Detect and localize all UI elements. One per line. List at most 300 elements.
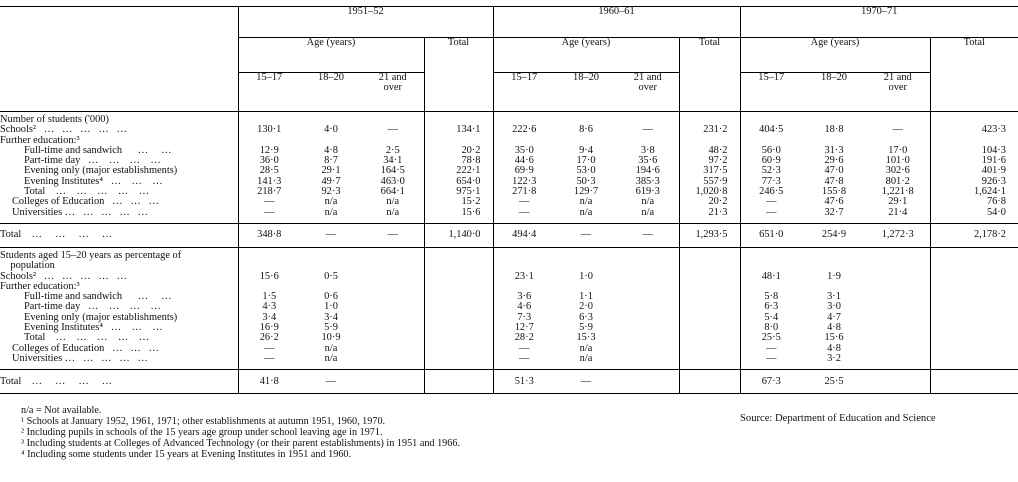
value-cell: —	[617, 223, 679, 247]
value-cell: 15·3	[576, 332, 596, 344]
value-cell: n/a	[324, 352, 338, 364]
age-header: Age (years)	[238, 38, 424, 73]
total-cell	[679, 323, 740, 333]
table-row	[0, 177, 1018, 187]
total-header: Total	[424, 38, 493, 112]
value-cell: 26·2	[238, 333, 300, 343]
total-cell	[679, 313, 740, 323]
value-cell	[866, 292, 930, 302]
total-cell	[424, 112, 493, 126]
value-cell	[740, 247, 802, 271]
value-cell: 29·1	[321, 165, 341, 177]
row-label: Further education:³	[0, 134, 80, 146]
total-cell: 21·3	[679, 208, 740, 218]
value-cell: 2·5	[385, 144, 400, 156]
value-cell	[617, 354, 679, 364]
value-cell	[802, 247, 866, 271]
total-cell	[930, 323, 1018, 333]
row-label: Schools² … … … … …	[0, 270, 127, 282]
value-cell: 5·4	[740, 313, 802, 323]
footnote: ² Including pupils in schools of the 15 years age group under school leaving age in 1971.	[21, 426, 383, 438]
total-cell: 926·3	[930, 177, 1018, 187]
total-cell: 401·9	[930, 166, 1018, 176]
value-cell: 385·3	[635, 175, 660, 187]
value-cell: 29·1	[888, 196, 908, 208]
value-cell	[555, 112, 617, 126]
value-cell: 10·9	[321, 332, 341, 344]
value-cell	[238, 112, 300, 126]
value-cell: 463·0	[380, 175, 405, 187]
value-cell	[362, 323, 424, 333]
value-cell: n/a	[386, 206, 400, 218]
total-cell	[930, 247, 1018, 271]
value-cell: 41·8	[238, 370, 300, 394]
value-cell	[866, 247, 930, 271]
value-cell	[362, 313, 424, 323]
row-label: Number of students ('000)	[0, 114, 109, 125]
value-cell	[617, 333, 679, 343]
period-header: 1951–52	[238, 7, 493, 38]
value-cell: 92·3	[321, 186, 341, 198]
value-cell: 52·3	[740, 166, 802, 176]
value-cell: 3·4	[238, 313, 300, 323]
total-cell: 654·0	[424, 177, 493, 187]
value-cell: 101·0	[885, 155, 910, 167]
value-cell: 17·0	[888, 144, 908, 156]
row-label: Schools² … … … … …	[0, 124, 127, 136]
value-cell	[866, 333, 930, 343]
total-cell	[424, 354, 493, 364]
value-cell: 4·7	[827, 311, 841, 323]
value-cell: 56·0	[740, 146, 802, 156]
value-cell	[493, 247, 555, 271]
row-label: Evening Institutes⁴ … … …	[24, 175, 163, 187]
value-cell: 5·9	[579, 322, 593, 334]
row-label: Evening Institutes⁴ … … …	[24, 322, 163, 334]
source-note: Source: Department of Education and Science	[740, 413, 936, 424]
total-cell	[930, 333, 1018, 343]
value-cell: —	[387, 124, 398, 136]
total-header: Total	[930, 38, 1018, 112]
value-cell	[362, 354, 424, 364]
total-cell	[679, 370, 740, 394]
value-cell: —	[493, 344, 555, 354]
value-cell: 51·3	[493, 370, 555, 394]
value-cell	[617, 302, 679, 312]
age-group-header: 21 and over	[617, 73, 679, 112]
age-group-header: 18–20	[802, 73, 866, 112]
table-row	[0, 125, 1018, 135]
table-row	[0, 323, 1018, 333]
value-cell	[617, 344, 679, 354]
value-cell: 5·9	[324, 322, 338, 334]
value-cell: —	[642, 124, 653, 136]
value-cell: —	[555, 370, 617, 394]
value-cell: 4·8	[827, 342, 841, 354]
row-label: Further education:³	[0, 280, 80, 292]
value-cell: —	[493, 197, 555, 207]
row-label: Total … … … …	[0, 223, 238, 247]
age-group-header: 21 and over	[866, 73, 930, 112]
value-cell: 34·1	[383, 155, 403, 167]
value-cell: 4·0	[324, 124, 338, 136]
total-cell: 423·3	[930, 125, 1018, 135]
value-cell: 1·9	[827, 270, 841, 282]
value-cell	[555, 247, 617, 271]
value-cell: 4·8	[827, 322, 841, 334]
value-cell	[617, 313, 679, 323]
table-header	[0, 7, 1018, 112]
total-cell	[424, 313, 493, 323]
value-cell	[740, 112, 802, 126]
section-title-row	[0, 112, 1018, 126]
total-cell	[679, 333, 740, 343]
age-group-header: 15–17	[740, 73, 802, 112]
value-cell	[866, 323, 930, 333]
value-cell: 1·5	[238, 292, 300, 302]
total-cell: 54·0	[930, 208, 1018, 218]
total-cell: 231·2	[679, 125, 740, 135]
value-cell	[866, 313, 930, 323]
total-cell	[930, 112, 1018, 126]
value-cell	[362, 282, 424, 292]
value-cell: —	[740, 208, 802, 218]
value-cell: —	[238, 208, 300, 218]
value-cell: 1,272·3	[866, 223, 930, 247]
value-cell: 60·9	[740, 156, 802, 166]
total-cell: 20·2	[679, 197, 740, 207]
value-cell: 1·0	[579, 270, 593, 282]
value-cell	[866, 302, 930, 312]
total-header: Total	[679, 38, 740, 112]
row-label: Evening only (major establishments)	[24, 311, 178, 323]
total-cell	[424, 247, 493, 271]
value-cell	[866, 112, 930, 126]
value-cell: 8·0	[740, 323, 802, 333]
footnote: ³ Including students at Colleges of Advanced Technology (or their parent establishments) in 1951 and 1966.	[21, 437, 460, 449]
statistics-table	[0, 6, 1018, 394]
value-cell: —	[300, 223, 362, 247]
total-cell	[424, 282, 493, 292]
value-cell: 7·3	[493, 313, 555, 323]
value-cell: 129·7	[573, 186, 599, 198]
value-cell	[617, 323, 679, 333]
value-cell: 141·3	[238, 177, 300, 187]
row-label: Total … … … … …	[24, 332, 150, 344]
value-cell: n/a	[386, 196, 400, 208]
total-cell: 2,178·2	[930, 223, 1018, 247]
value-cell: 23·1	[493, 272, 555, 282]
value-cell: 1,221·8	[881, 186, 914, 198]
value-cell: 18·8	[824, 124, 844, 136]
value-cell: —	[555, 223, 617, 247]
value-cell: 0·6	[324, 291, 338, 303]
value-cell	[238, 247, 300, 271]
value-cell: —	[362, 223, 424, 247]
value-cell: 35·0	[493, 146, 555, 156]
value-cell: 4·8	[324, 144, 338, 156]
value-cell: 254·9	[802, 223, 866, 247]
total-cell	[424, 344, 493, 354]
value-cell: 31·3	[824, 144, 844, 156]
value-cell: 47·8	[824, 175, 844, 187]
value-cell	[362, 272, 424, 282]
value-cell: 222·6	[493, 125, 555, 135]
row-label: Universities … … … … …	[12, 206, 148, 218]
total-row	[0, 223, 1018, 247]
value-cell: n/a	[579, 352, 593, 364]
value-cell	[617, 292, 679, 302]
total-cell	[679, 247, 740, 271]
value-cell: 36·0	[238, 156, 300, 166]
value-cell	[300, 112, 362, 126]
value-cell: —	[740, 197, 802, 207]
value-cell: n/a	[324, 342, 338, 354]
value-cell: n/a	[579, 342, 593, 354]
table-row	[0, 197, 1018, 207]
table-row	[0, 344, 1018, 354]
total-cell	[424, 370, 493, 394]
value-cell: 44·6	[493, 156, 555, 166]
value-cell: 35·6	[638, 155, 658, 167]
value-cell	[617, 272, 679, 282]
total-cell	[424, 292, 493, 302]
row-label: Full-time and sandwich … …	[24, 144, 172, 156]
value-cell: 2·0	[579, 301, 593, 313]
value-cell	[493, 112, 555, 126]
value-cell: 77·3	[740, 177, 802, 187]
value-cell	[362, 344, 424, 354]
total-cell	[930, 354, 1018, 364]
total-cell: 48·2	[679, 146, 740, 156]
value-cell: 49·7	[321, 175, 341, 187]
value-cell: —	[300, 370, 362, 394]
value-cell: 3·8	[640, 144, 655, 156]
age-group-header: 15–17	[238, 73, 300, 112]
value-cell: —	[892, 124, 903, 136]
value-cell	[617, 247, 679, 271]
value-cell: 8·7	[324, 155, 338, 167]
value-cell: 651·0	[740, 223, 802, 247]
age-group-header: 15–17	[493, 73, 555, 112]
value-cell: n/a	[579, 206, 593, 218]
value-cell: 16·9	[238, 323, 300, 333]
value-cell: 17·0	[576, 155, 596, 167]
total-cell: 557·9	[679, 177, 740, 187]
value-cell	[866, 272, 930, 282]
value-cell: 4·6	[493, 302, 555, 312]
value-cell: 164·5	[380, 165, 405, 177]
value-cell: n/a	[324, 196, 338, 208]
total-cell	[424, 333, 493, 343]
value-cell	[866, 354, 930, 364]
value-cell	[362, 292, 424, 302]
table-row	[0, 272, 1018, 282]
value-cell: 25·5	[740, 333, 802, 343]
total-cell: 15·2	[424, 197, 493, 207]
value-cell: 50·3	[576, 175, 596, 187]
value-cell	[362, 302, 424, 312]
total-cell: 97·2	[679, 156, 740, 166]
total-cell: 1,293·5	[679, 223, 740, 247]
value-cell	[300, 247, 362, 271]
row-label: Total … … … …	[0, 370, 238, 394]
value-cell: 246·5	[740, 187, 802, 197]
total-cell: 1,020·8	[679, 187, 740, 197]
value-cell: 3·4	[324, 311, 338, 323]
total-cell: 20·2	[424, 146, 493, 156]
value-cell: 15·6	[824, 332, 844, 344]
age-header: Age (years)	[493, 38, 679, 73]
value-cell: 3·0	[827, 301, 841, 313]
value-cell: 194·6	[635, 165, 660, 177]
value-cell: 130·1	[238, 125, 300, 135]
value-cell: —	[740, 354, 802, 364]
value-cell: 801·2	[885, 175, 910, 187]
value-cell	[866, 370, 930, 394]
total-cell	[930, 292, 1018, 302]
value-cell: 12·7	[493, 323, 555, 333]
value-cell: 122·3	[493, 177, 555, 187]
value-cell: 47·0	[824, 165, 844, 177]
footnote: ⁴ Including some students under 15 years at Evening Institutes in 1951 and 1960.	[21, 448, 352, 460]
value-cell: 48·1	[740, 272, 802, 282]
value-cell: 29·6	[824, 155, 844, 167]
total-cell	[930, 272, 1018, 282]
total-cell: 134·1	[424, 125, 493, 135]
total-cell: 15·6	[424, 208, 493, 218]
value-cell: 6·3	[579, 311, 593, 323]
value-cell: 664·1	[380, 186, 405, 198]
value-cell: 32·7	[824, 206, 844, 218]
total-cell	[930, 282, 1018, 292]
value-cell: 28·5	[238, 166, 300, 176]
table-row	[0, 208, 1018, 218]
value-cell	[362, 112, 424, 126]
value-cell	[362, 247, 424, 271]
total-cell	[930, 302, 1018, 312]
total-cell	[424, 323, 493, 333]
value-cell: n/a	[641, 206, 655, 218]
value-cell: —	[493, 354, 555, 364]
period-header: 1970–71	[740, 7, 1018, 38]
value-cell: 3·1	[827, 291, 841, 303]
value-cell: 28·2	[493, 333, 555, 343]
total-row	[0, 370, 1018, 394]
value-cell: —	[238, 197, 300, 207]
total-cell: 191·6	[930, 156, 1018, 166]
age-group-header: 18–20	[300, 73, 362, 112]
value-cell	[617, 282, 679, 292]
row-label: Colleges of Education … … …	[12, 342, 159, 354]
table-row	[0, 354, 1018, 364]
value-cell: 8·6	[579, 124, 593, 136]
value-cell: n/a	[579, 196, 593, 208]
total-cell	[930, 313, 1018, 323]
value-cell: 53·0	[576, 165, 596, 177]
value-cell	[617, 370, 679, 394]
value-cell: 6·3	[740, 302, 802, 312]
total-cell	[930, 344, 1018, 354]
section-title-row	[0, 247, 1018, 271]
value-cell: —	[238, 354, 300, 364]
total-cell: 1,140·0	[424, 223, 493, 247]
total-cell: 76·8	[930, 197, 1018, 207]
value-cell: 218·7	[238, 187, 300, 197]
value-cell	[866, 344, 930, 354]
value-cell	[617, 112, 679, 126]
footnote: n/a = Not available.	[21, 405, 102, 416]
row-label: Full-time and sandwich … …	[24, 291, 172, 303]
value-cell: —	[493, 208, 555, 218]
row-label: Part-time day … … … …	[24, 155, 161, 167]
total-cell	[424, 302, 493, 312]
footnote: ¹ Schools at January 1952, 1961, 1971; other establishments at autumn 1951, 1960, 1970.	[21, 415, 386, 427]
value-cell: 5·8	[740, 292, 802, 302]
value-cell: —	[238, 344, 300, 354]
value-cell: 348·8	[238, 223, 300, 247]
value-cell: n/a	[641, 196, 655, 208]
value-cell: 1·1	[579, 291, 593, 303]
stub-header	[0, 7, 238, 112]
age-group-header: 18–20	[555, 73, 617, 112]
row-label: Total … … … … …	[24, 186, 150, 198]
total-cell	[930, 370, 1018, 394]
value-cell: 0·5	[324, 270, 338, 282]
footnotes	[21, 406, 460, 461]
value-cell: 15·6	[238, 272, 300, 282]
value-cell: 3·6	[493, 292, 555, 302]
age-group-header: 21 and over	[362, 73, 424, 112]
row-label: Evening only (major establishments)	[24, 165, 178, 177]
value-cell: 47·6	[824, 196, 844, 208]
value-cell: 9·4	[579, 144, 593, 156]
total-cell	[424, 136, 493, 146]
total-cell: 222·1	[424, 166, 493, 176]
total-cell	[679, 344, 740, 354]
period-header: 1960–61	[493, 7, 740, 38]
total-cell	[679, 292, 740, 302]
value-cell: —	[740, 344, 802, 354]
total-cell	[679, 112, 740, 126]
value-cell: 619·3	[635, 186, 660, 198]
value-cell	[866, 282, 930, 292]
total-cell: 104·3	[930, 146, 1018, 156]
total-cell	[424, 272, 493, 282]
row-label: Students aged 15–20 years as percentage of population	[0, 249, 182, 272]
total-cell: 1,624·1	[930, 187, 1018, 197]
total-cell	[679, 302, 740, 312]
value-cell	[362, 370, 424, 394]
total-cell	[679, 282, 740, 292]
value-cell: 155·8	[821, 186, 847, 198]
total-cell	[679, 354, 740, 364]
total-cell	[679, 272, 740, 282]
value-cell: 67·3	[740, 370, 802, 394]
total-cell: 78·8	[424, 156, 493, 166]
value-cell: 12·9	[238, 146, 300, 156]
value-cell: 1·0	[324, 301, 338, 313]
value-cell: 404·5	[740, 125, 802, 135]
total-cell: 975·1	[424, 187, 493, 197]
total-cell: 317·5	[679, 166, 740, 176]
value-cell: 25·5	[802, 370, 866, 394]
value-cell	[802, 112, 866, 126]
age-header: Age (years)	[740, 38, 930, 73]
value-cell: 271·8	[493, 187, 555, 197]
value-cell: 3·2	[827, 352, 841, 364]
value-cell: 494·4	[493, 223, 555, 247]
